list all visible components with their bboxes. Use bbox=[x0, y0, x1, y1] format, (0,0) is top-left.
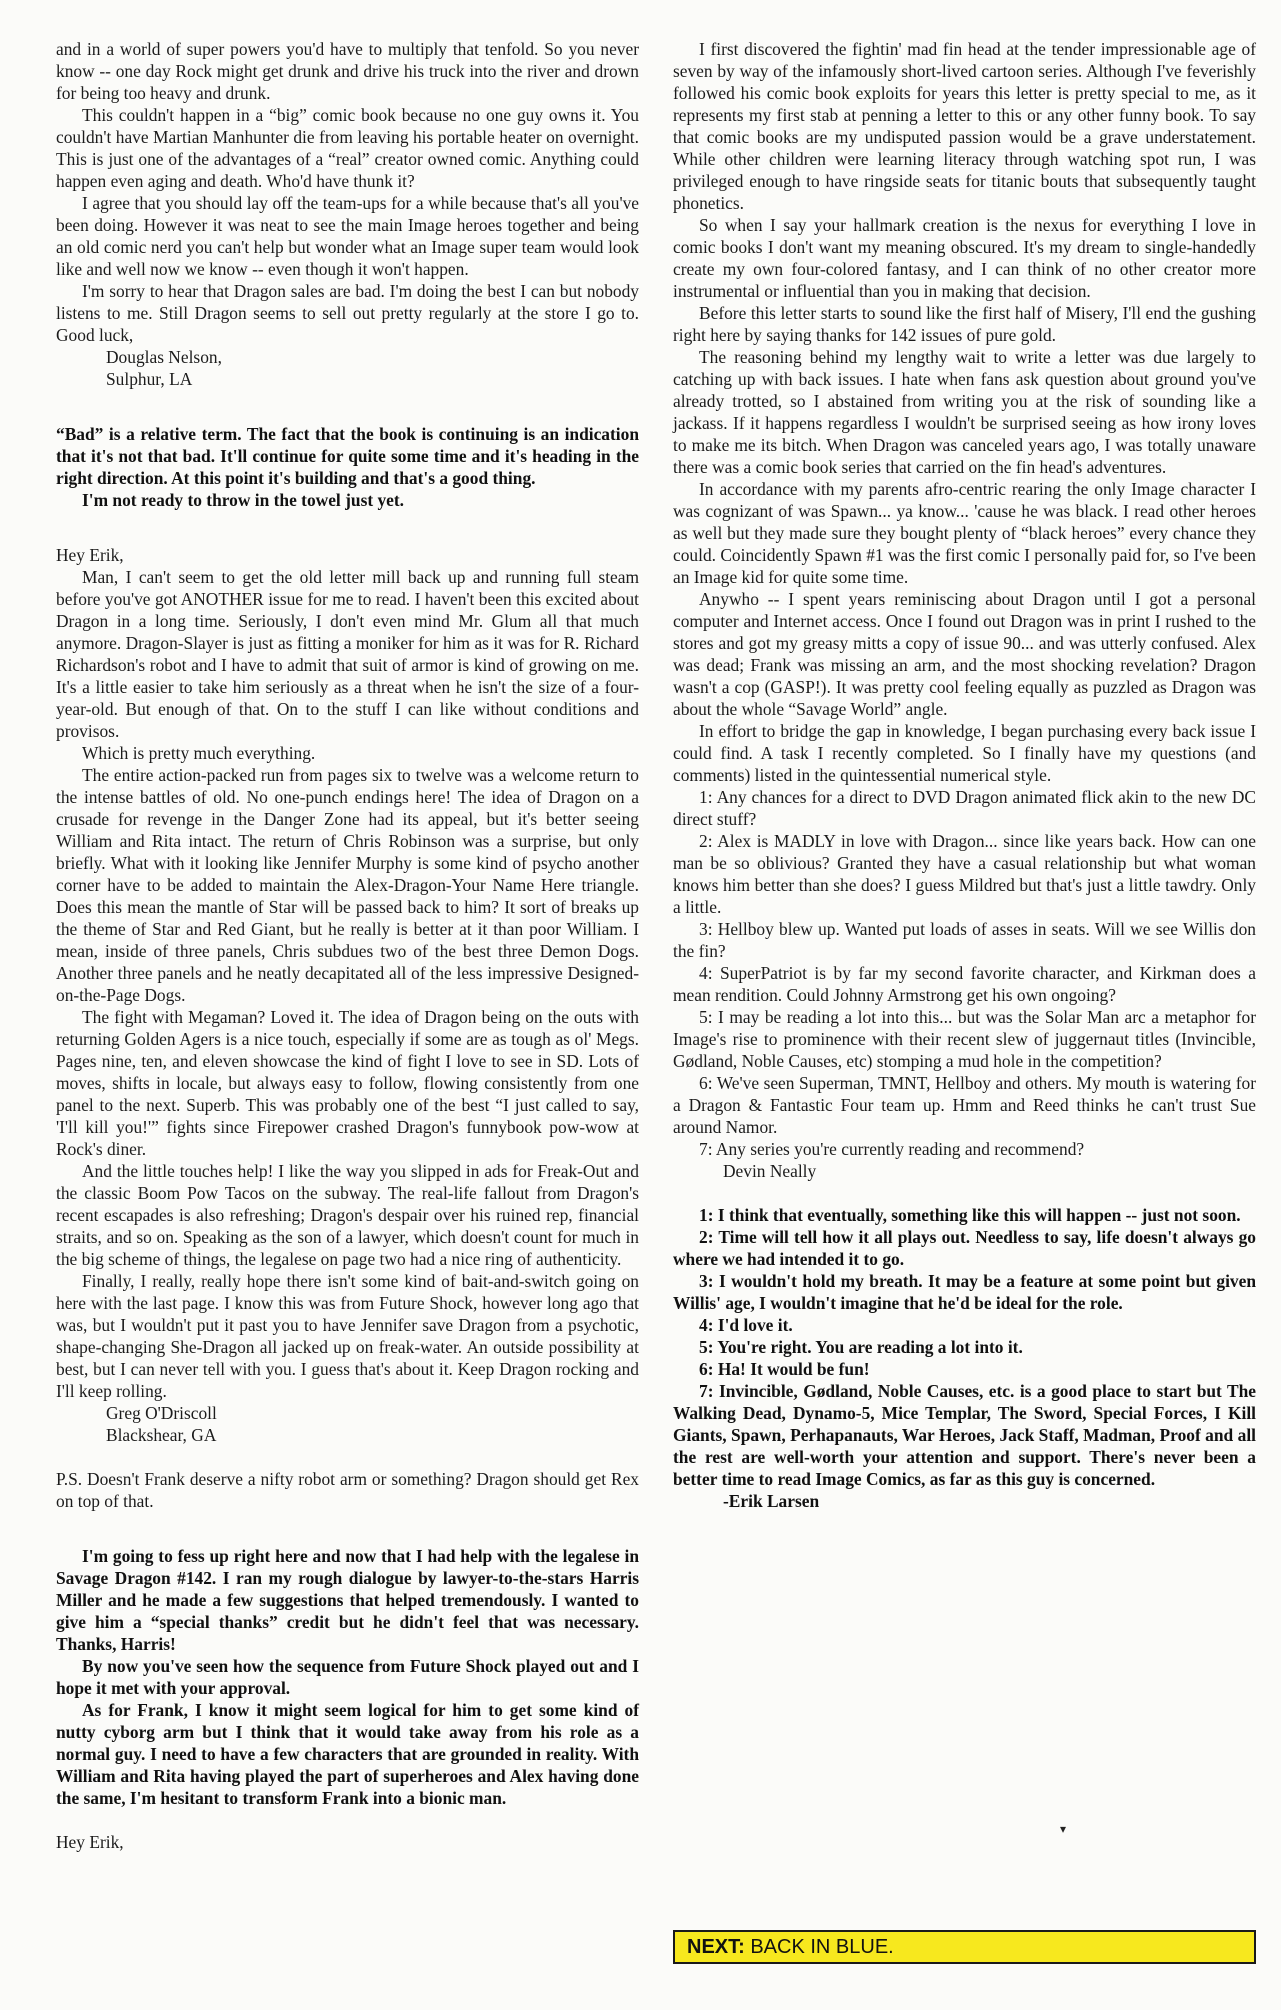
letter3-paragraph: In effort to bridge the gap in knowledge, I began purchasing every back issue I could find. A task I recently completed. So I finally have my questions (and comments) listed in the quintessential numerical style. bbox=[673, 721, 1256, 785]
next-issue-box bbox=[673, 1930, 1256, 1964]
letter3-paragraph: In accordance with my parents afro-centric rearing the only Image character I was cognizant of was Spawn... ya know... 'cause he was black. I read other heroes as well but they made sure they bought plenty of “black heroes” every chance they could. Coincidently Spawn #1 was the first comic I personally paid for, so I've been an Image kid for quite some time. bbox=[673, 479, 1256, 587]
letter3-question: 3: Hellboy blew up. Wanted put loads of asses in seats. Will we see Willis don the fin? bbox=[673, 919, 1256, 961]
letter2-signature-place: Blackshear, GA bbox=[106, 1425, 217, 1445]
letter1-signature-name: Douglas Nelson, bbox=[106, 347, 222, 367]
editor-response-2: I'm going to fess up right here and now that I had help with the legalese in Savage Dragon #142. I ran my rough dialogue by lawyer-to-the-stars Harris Miller and he made a few suggestions that helped tremendously. I wanted to give him a “special thanks” credit but he didn't feel that was necessary. Thanks, Harris! bbox=[56, 1546, 639, 1654]
editor-answer: 3: I wouldn't hold my breath. It may be a feature at some point but given Willis' age, I wouldn't imagine that he'd be ideal for the role. bbox=[673, 1271, 1256, 1313]
letter3-paragraph: Before this letter starts to sound like the first half of Misery, I'll end the gushing right here by saying thanks for 142 issues of pure gold. bbox=[673, 303, 1256, 345]
letter1-paragraph: I'm sorry to hear that Dragon sales are bad. I'm doing the best I can but nobody listens to me. Still Dragon seems to sell out pretty regularly at the store I go to. Good luck, bbox=[56, 281, 639, 345]
letter1-paragraph: This couldn't happen in a “big” comic book because no one guy owns it. You couldn't have Martian Manhunter die from leaving his portable heater on overnight. This is just one of the advantages of a “real” creator owned comic. Anything could happen even aging and death. Who'd have thunk it? bbox=[56, 105, 639, 191]
letter2-signature-name: Greg O'Driscoll bbox=[106, 1403, 217, 1423]
letter3-question: 7: Any series you're currently reading and recommend? bbox=[699, 1139, 1085, 1159]
letter3-question: 1: Any chances for a direct to DVD Dragon animated flick akin to the new DC direct stuff? bbox=[673, 787, 1256, 829]
letter1-paragraph: I agree that you should lay off the team-ups for a while because that's all you've been doing. However it was neat to see the main Image heroes together and being an old comic nerd you can't help but wonder what an Image super team would look like and well now we know -- even though it won't happen. bbox=[56, 193, 639, 279]
letter3-question: 5: I may be reading a lot into this... but was the Solar Man arc a metaphor for Image's rise to prominence with their recent slew of juggernaut titles (Invincible, Gødland, Noble Causes, etc) stomping a mud hole in the competition? bbox=[673, 1007, 1256, 1071]
editor-answer: 7: Invincible, Gødland, Noble Causes, etc. is a good place to start but The Walking Dead, Dynamo-5, Mice Templar, The Sword, Special Forces, I Kill Giants, Spawn, Perhapanauts, War Heroes, Jack Staff, Madman, Proof and all the rest are well-worth your attention and support. There's never been a better time to read Image Comics, as far as this guy is concerned. bbox=[673, 1381, 1256, 1489]
letter3-question: 4: SuperPatriot is by far my second favorite character, and Kirkman does a mean rendition. Could Johnny Armstrong get his own ongoing? bbox=[673, 963, 1256, 1005]
letter3-greeting: Hey Erik, bbox=[56, 1832, 124, 1852]
letter2-paragraph: The fight with Megaman? Loved it. The idea of Dragon being on the outs with returning Golden Agers is a nice touch, especially if some are as tough as ol' Megs. Pages nine, ten, and eleven showcase the kind of fight I love to see in SD. Lots of moves, shifts in locale, but always easy to follow, flowing consistently from one panel to the next. Superb. This was probably one of the best “I just called to say, 'I'll kill you!'” fights since Firepower crashed Dragon's funnybook pow-wow at Rock's diner. bbox=[56, 1007, 639, 1159]
right-column bbox=[673, 38, 1256, 1512]
editor-sign-off: -Erik Larsen bbox=[723, 1491, 820, 1511]
letter2-paragraph: And the little touches help! I like the way you slipped in ads for Freak-Out and the classic Boom Pow Tacos on the subway. The real-life fallout from Dragon's recent escapades is also refreshing; Dragon's despair over his ruined rep, financial straits, and so on. Speaking as the son of a lawyer, which doesn't count for much in the big scheme of things, the legalese on page two had a nice ring of authenticity. bbox=[56, 1161, 639, 1269]
editor-answer: 1: I think that eventually, something like this will happen -- just not soon. bbox=[699, 1205, 1241, 1225]
letter1-paragraph: and in a world of super powers you'd have to multiply that tenfold. So you never know -- one day Rock might get drunk and drive his truck into the river and drown for being too heavy and drunk. bbox=[56, 39, 639, 103]
letter3-paragraph: I first discovered the fightin' mad fin head at the tender impressionable age of seven by way of the infamously short-lived cartoon series. Although I've feverishly followed his comic book exploits for years this letter is pretty special to me, as it represents my first stab at penning a letter to this or any other funny book. To say that comic books are my undisputed passion would be a grave understatement. While other children were learning literacy through watching spot run, I was privileged enough to have ringside seats for titanic bouts that subsequently taught phonetics. bbox=[673, 39, 1256, 213]
next-title: BACK IN BLUE. bbox=[750, 1936, 894, 1958]
letter3-paragraph: So when I say your hallmark creation is the nexus for everything I love in comic books I don't want my meaning obscured. It's my dream to single-handedly create my own four-colored fantasy, and I can think of no other creator more instrumental or influential than you in making that decision. bbox=[673, 215, 1256, 301]
editor-response-1: I'm not ready to throw in the towel just yet. bbox=[82, 490, 405, 510]
letter3-paragraph: Anywho -- I spent years reminiscing about Dragon until I got a personal computer and Internet access. Once I found out Dragon was in print I rushed to the stores and got my greasy mitts a copy of issue 90... and was utterly confused. Alex was dead; Frank was missing an arm, and the most shocking revelation? Dragon wasn't a cop (GASP!). It was pretty cool feeling equally as puzzled as Dragon was about the whole “Savage World” angle. bbox=[673, 589, 1256, 719]
editor-answer: 2: Time will tell how it all plays out. Needless to say, life doesn't always go where we had intended it to go. bbox=[673, 1227, 1256, 1269]
letter2-paragraph: The entire action-packed run from pages six to twelve was a welcome return to the intense battles of old. No one-punch endings here! The idea of Dragon on a crusade for revenge in the Danger Zone had its appeal, but it's better seeing William and Rita intact. The return of Chris Robinson was a surprise, but only briefly. What with it looking like Jennifer Murphy is some kind of psycho another corner have to be added to maintain the Alex-Dragon-Your Name Here triangle. Does this mean the mantle of Star will be passed back to him? It sort of breaks up the theme of Star and Red Giant, but he really is better at it than poor William. I mean, inside of three panels, Chris subdues two of the best three Demon Dogs. Another three panels and he neatly decapitated all of the less impressive Designed-on-the-Page Dogs. bbox=[56, 765, 639, 1005]
editor-response-1: “Bad” is a relative term. The fact that the book is continuing is an indication that it's not that bad. It'll continue for quite some time and it's heading in the right direction. At this point it's building and that's a good thing. bbox=[56, 424, 639, 488]
left-column bbox=[56, 38, 639, 1853]
stray-mark: ▾ bbox=[1060, 1822, 1067, 1836]
letter2-greeting: Hey Erik, bbox=[56, 545, 124, 565]
editor-answer: 4: I'd love it. bbox=[699, 1315, 793, 1335]
letter2-paragraph: Finally, I really, really hope there isn't some kind of bait-and-switch going on here with the last page. I know this was from Future Shock, however long ago that was, but I wouldn't put it past you to have Jennifer save Dragon from a psychotic, shape-changing She-Dragon all jacked up on freak-water. An outside possibility at best, but I can never tell with you. I guess that's about it. Keep Dragon rocking and I'll keep rolling. bbox=[56, 1271, 639, 1401]
editor-answer: 6: Ha! It would be fun! bbox=[699, 1359, 870, 1379]
letter2-postscript: P.S. Doesn't Frank deserve a nifty robot arm or something? Dragon should get Rex on top of that. bbox=[56, 1469, 639, 1511]
editor-answer: 5: You're right. You are reading a lot into it. bbox=[699, 1337, 1023, 1357]
editor-response-2: By now you've seen how the sequence from Future Shock played out and I hope it met with your approval. bbox=[56, 1656, 639, 1698]
letter3-paragraph: The reasoning behind my lengthy wait to write a letter was due largely to catching up with back issues. I hate when fans ask question about ground you've already trotted, so I abstained from writing you at the risk of sounding like a jackass. If it happens regardless I wouldn't be surprised seeing as how irony loves to make me its bitch. When Dragon was canceled years ago, I was totally unaware there was a comic book series that carried on the fin head's adventures. bbox=[673, 347, 1256, 477]
letter3-question: 2: Alex is MADLY in love with Dragon... since like years back. How can one man be so oblivious? Granted they have a casual relationship but what woman knows him better than she does? I guess Mildred but that's just a little tawdry. Only a little. bbox=[673, 831, 1256, 917]
next-label: NEXT: bbox=[687, 1936, 751, 1958]
letter1-signature-place: Sulphur, LA bbox=[106, 369, 193, 389]
letter3-question: 6: We've seen Superman, TMNT, Hellboy and others. My mouth is watering for a Dragon & Fantastic Four team up. Hmm and Reed thinks he can't trust Sue around Namor. bbox=[673, 1073, 1256, 1137]
letter2-paragraph: Man, I can't seem to get the old letter mill back up and running full steam before you've got ANOTHER issue for me to read. I haven't been this excited about Dragon in a long time. Seriously, I don't even mind Mr. Glum all that much anymore. Dragon-Slayer is just as fitting a moniker for him as it was for R. Richard Richardson's robot and I have to admit that suit of armor is kind of growing on me. It's a little easier to take him seriously as a threat when he isn't the size of a four-year-old. But enough of that. On to the stuff I can like without conditions and provisos. bbox=[56, 567, 639, 741]
letter2-paragraph: Which is pretty much everything. bbox=[82, 743, 316, 763]
editor-response-2: As for Frank, I know it might seem logical for him to get some kind of nutty cyborg arm but I think that it would take away from his role as a normal guy. I need to have a few characters that are grounded in reality. With William and Rita having played the part of superheroes and Alex having done the same, I'm hesitant to transform Frank into a bionic man. bbox=[56, 1700, 639, 1808]
letter3-signature: Devin Neally bbox=[723, 1161, 817, 1181]
